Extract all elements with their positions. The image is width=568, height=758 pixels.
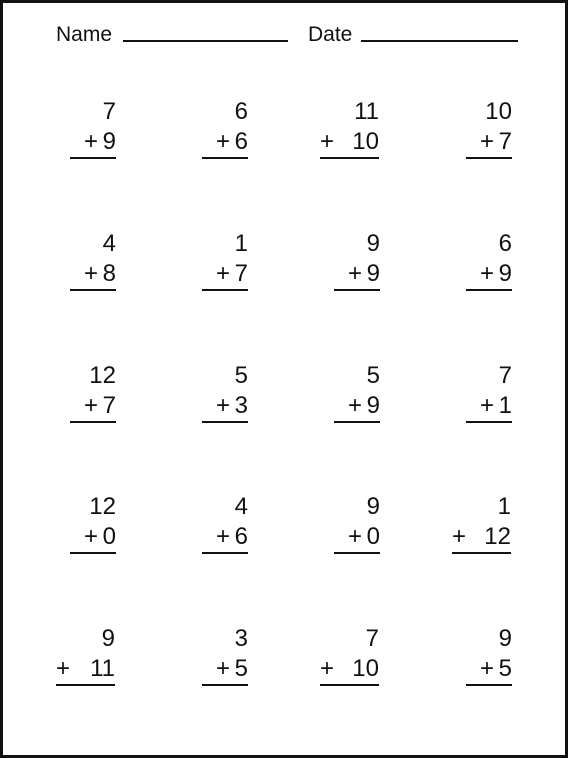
problem-bottom-line <box>202 522 248 554</box>
problem-bottom-line <box>202 259 248 291</box>
plus-sign: + <box>216 392 231 419</box>
problem-bottom-line <box>70 127 116 159</box>
problem-top-number: 9 <box>366 230 380 257</box>
problem-top-number: 7 <box>365 625 379 652</box>
plus-sign: + <box>84 128 99 155</box>
problem-bottom-line <box>466 259 512 291</box>
addition-problem <box>202 492 248 554</box>
addition-problem <box>466 229 512 291</box>
plus-sign: + <box>216 523 231 550</box>
problem-top-number: 12 <box>89 493 116 520</box>
problem-bottom-number: 9 <box>366 260 380 287</box>
addition-problem <box>320 97 379 159</box>
problem-bottom-line <box>202 654 248 686</box>
addition-problem <box>202 97 248 159</box>
plus-sign: + <box>480 128 495 155</box>
problem-bottom-line <box>56 654 115 686</box>
problem-bottom-number: 0 <box>102 523 116 550</box>
problem-bottom-number: 12 <box>484 523 511 550</box>
plus-sign: + <box>84 523 99 550</box>
plus-sign: + <box>320 655 335 682</box>
problem-bottom-number: 9 <box>102 128 116 155</box>
date-line[interactable] <box>361 40 518 42</box>
addition-problem <box>70 492 116 554</box>
addition-problem <box>202 361 248 423</box>
problem-bottom-line <box>452 522 511 554</box>
problem-bottom-line <box>466 127 512 159</box>
problem-top-number: 9 <box>101 625 115 652</box>
problem-top-number: 1 <box>497 493 511 520</box>
problem-top-number: 11 <box>354 98 379 125</box>
date-label: Date <box>308 23 353 46</box>
problem-top-number: 3 <box>234 625 248 652</box>
plus-sign: + <box>84 392 99 419</box>
name-line[interactable] <box>123 40 288 42</box>
addition-problem <box>466 97 512 159</box>
addition-problem <box>334 492 380 554</box>
plus-sign: + <box>320 128 335 155</box>
problem-top-number: 4 <box>102 230 116 257</box>
plus-sign: + <box>480 655 495 682</box>
addition-problem <box>202 229 248 291</box>
problem-top-number: 1 <box>234 230 248 257</box>
problem-bottom-line <box>202 391 248 423</box>
plus-sign: + <box>480 392 495 419</box>
plus-sign: + <box>216 128 231 155</box>
problem-bottom-line <box>320 654 379 686</box>
addition-problem <box>466 624 512 686</box>
addition-problem <box>334 229 380 291</box>
problem-top-number: 5 <box>234 362 248 389</box>
problem-bottom-line <box>334 391 380 423</box>
plus-sign: + <box>84 260 99 287</box>
problem-bottom-number: 8 <box>102 260 116 287</box>
problem-bottom-number: 10 <box>352 655 379 682</box>
problem-bottom-line <box>70 259 116 291</box>
plus-sign: + <box>348 392 363 419</box>
problem-top-number: 9 <box>366 493 380 520</box>
plus-sign: + <box>56 655 71 682</box>
plus-sign: + <box>216 260 231 287</box>
problem-bottom-number: 7 <box>498 128 512 155</box>
problem-bottom-line <box>334 259 380 291</box>
problem-bottom-line <box>320 127 379 159</box>
problem-bottom-line <box>202 127 248 159</box>
problem-bottom-number: 0 <box>366 523 380 550</box>
addition-problem <box>70 97 116 159</box>
problem-top-number: 12 <box>89 362 116 389</box>
name-field[interactable] <box>56 23 291 47</box>
addition-problem <box>466 361 512 423</box>
problem-top-number: 4 <box>234 493 248 520</box>
problem-bottom-number: 7 <box>234 260 248 287</box>
problem-bottom-number: 6 <box>234 523 248 550</box>
problem-bottom-number: 5 <box>234 655 248 682</box>
addition-problem <box>70 361 116 423</box>
plus-sign: + <box>348 523 363 550</box>
addition-problem <box>56 624 115 686</box>
problem-bottom-number: 6 <box>234 128 248 155</box>
plus-sign: + <box>480 260 495 287</box>
addition-problem <box>452 492 511 554</box>
problem-bottom-number: 10 <box>352 128 379 155</box>
addition-problem <box>320 624 379 686</box>
problem-bottom-line <box>70 391 116 423</box>
problem-bottom-line <box>466 391 512 423</box>
plus-sign: + <box>348 260 363 287</box>
plus-sign: + <box>216 655 231 682</box>
problem-bottom-line <box>466 654 512 686</box>
addition-problem <box>334 361 380 423</box>
problem-top-number: 9 <box>498 625 512 652</box>
problem-bottom-number: 5 <box>498 655 512 682</box>
problem-bottom-number: 11 <box>90 655 115 682</box>
problem-bottom-line <box>70 522 116 554</box>
problem-bottom-number: 9 <box>366 392 380 419</box>
addition-problem <box>70 229 116 291</box>
problem-top-number: 6 <box>498 230 512 257</box>
problem-bottom-number: 9 <box>498 260 512 287</box>
date-field[interactable] <box>308 23 523 47</box>
plus-sign: + <box>452 523 467 550</box>
addition-problem <box>202 624 248 686</box>
problem-top-number: 5 <box>366 362 380 389</box>
problem-top-number: 10 <box>485 98 512 125</box>
problem-bottom-number: 7 <box>102 392 116 419</box>
problem-top-number: 6 <box>234 98 248 125</box>
problem-bottom-line <box>334 522 380 554</box>
problem-bottom-number: 3 <box>234 392 248 419</box>
problem-top-number: 7 <box>498 362 512 389</box>
problem-bottom-number: 1 <box>498 392 512 419</box>
problem-top-number: 7 <box>102 98 116 125</box>
name-label: Name <box>56 23 113 46</box>
